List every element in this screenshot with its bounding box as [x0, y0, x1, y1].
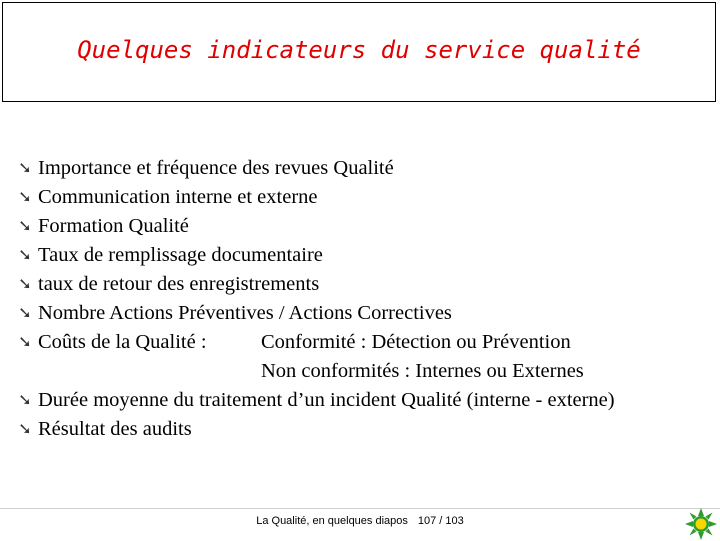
list-item [18, 299, 718, 328]
arrow-down-right-icon: ➘ [18, 160, 32, 177]
costs-detail-non-conformite: Non conformités : Internes ou Externes [261, 360, 584, 382]
list-item [18, 241, 718, 270]
arrow-down-right-icon: ➘ [18, 276, 32, 293]
bullet-text: Communication interne et externe [38, 186, 318, 208]
list-item [18, 415, 718, 444]
bullet-text: taux de retour des enregistrements [38, 273, 320, 295]
bullet-list [18, 154, 718, 444]
bullet-text: Durée moyenne du traitement d’un incident Qualité (interne - externe) [38, 389, 615, 411]
arrow-down-right-icon: ➘ [18, 392, 32, 409]
bullet-text: Taux de remplissage documentaire [38, 244, 323, 266]
list-item [18, 212, 718, 241]
title-box [2, 2, 716, 102]
bullet-text: Importance et fréquence des revues Qualité [38, 157, 394, 179]
bullet-text: Coûts de la Qualité : [38, 331, 207, 353]
footer-divider [0, 508, 720, 509]
list-item [18, 386, 718, 415]
list-item [18, 183, 718, 212]
list-item-continuation [18, 357, 718, 386]
arrow-down-right-icon: ➘ [18, 218, 32, 235]
list-item [18, 270, 718, 299]
arrow-down-right-icon: ➘ [18, 334, 32, 351]
list-item [18, 154, 718, 183]
costs-detail-conformite: Conformité : Détection ou Prévention [261, 331, 571, 353]
page-number: 107 / 103 [417, 515, 464, 527]
list-item [18, 328, 718, 357]
arrow-down-right-icon: ➘ [18, 189, 32, 206]
bullet-text: Résultat des audits [38, 418, 192, 440]
bullet-text: Formation Qualité [38, 215, 189, 237]
arrow-down-right-icon: ➘ [18, 247, 32, 264]
footer-text: La Qualité, en quelques diapos [256, 515, 408, 527]
footer [0, 515, 720, 527]
slide-title: Quelques indicateurs du service qualité [77, 36, 641, 64]
arrow-down-right-icon: ➘ [18, 421, 32, 438]
sun-logo-icon [684, 507, 718, 541]
bullet-text: Nombre Actions Préventives / Actions Correctives [38, 302, 452, 324]
arrow-down-right-icon: ➘ [18, 305, 32, 322]
